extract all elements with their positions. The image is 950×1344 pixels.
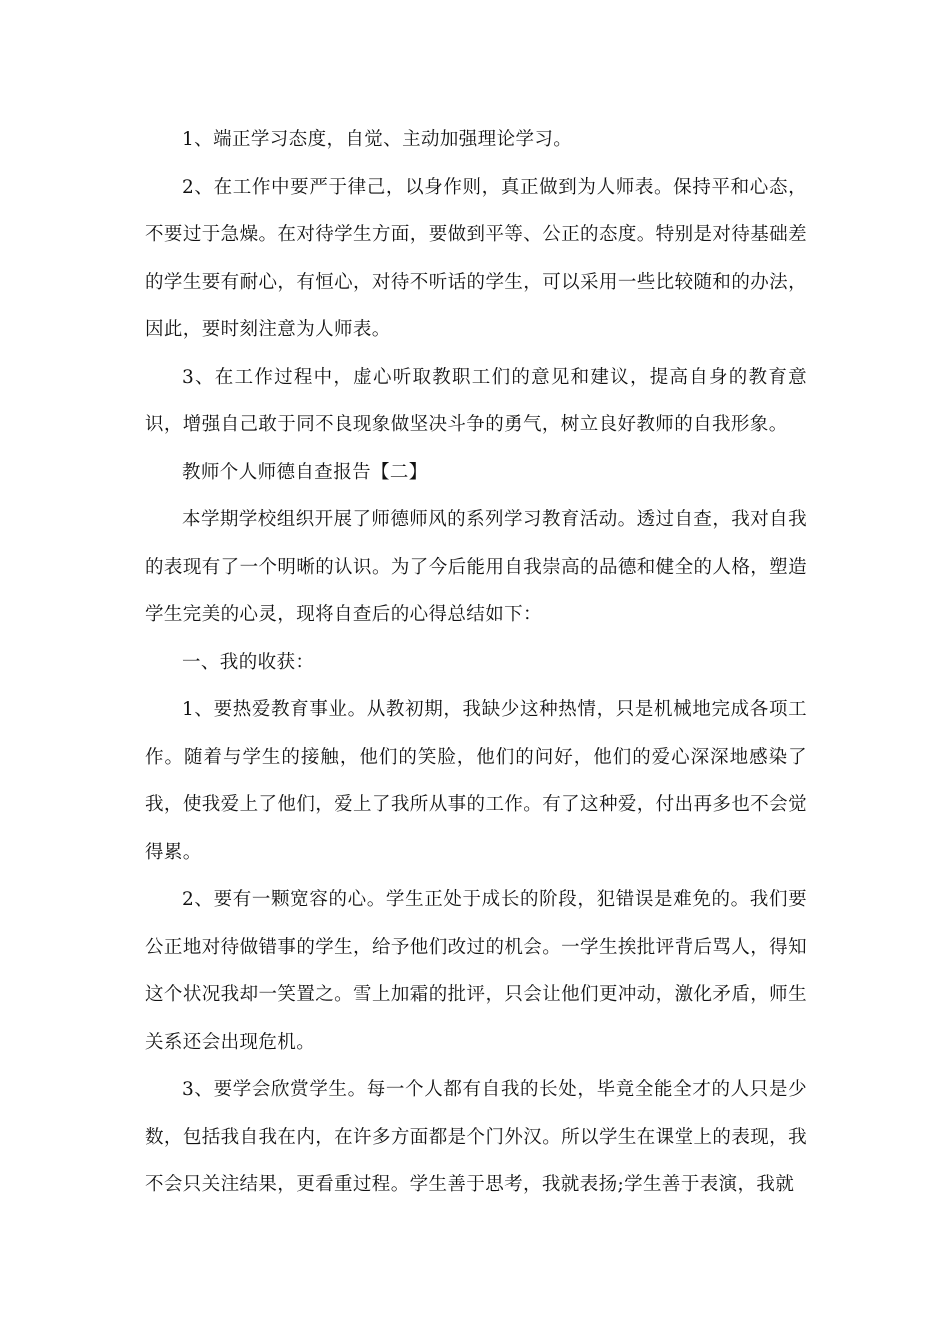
paragraph-point-3-listening: 3、在工作过程中，虚心听取教职工们的意见和建议，提高自身的教育意识，增强自己敢于同不良现象做坚决斗争的勇气，树立良好教师的自我形象。 <box>145 366 807 435</box>
paragraph-gain-2-tolerance: 2、要有一颗宽容的心。学生正处于成长的阶段，犯错误是难免的。我们要公正地对待做错事的学生，给予他们改过的机会。一学生挨批评背后骂人，得知这个状况我却一笑置之。雪上加霜的批评，只会让他们更冲动，激化矛盾，师生关系还会出现危机。 <box>145 889 807 1053</box>
section-heading-report-2: 教师个人师德自查报告【二】 <box>182 461 428 483</box>
paragraph-gain-3-appreciation: 3、要学会欣赏学生。每一个人都有自我的长处，毕竟全能全才的人只是少数，包括我自我在内，在许多方面都是个门外汉。所以学生在课堂上的表现，我不会只关注结果，更看重过程。学生善于思考，我就表扬;学生善于表演，我就 <box>145 1079 807 1195</box>
subheading-gains: 一、我的收获： <box>182 651 315 673</box>
document-body <box>145 116 807 1209</box>
paragraph-point-2-discipline: 2、在工作中要严于律己，以身作则，真正做到为人师表。保持平和心态，不要过于急燥。在对待学生方面，要做到平等、公正的态度。特别是对待基础差的学生要有耐心，有恒心，对待不听话的学生，可以采用一些比较随和的办法，因此，要时刻注意为人师表。 <box>145 176 807 340</box>
paragraph-point-1-attitude: 1、端正学习态度，自觉、主动加强理论学习。 <box>182 129 573 150</box>
paragraph-intro: 本学期学校组织开展了师德师风的系列学习教育活动。透过自查，我对自我的表现有了一个明晰的认识。为了今后能用自我崇高的品德和健全的人格，塑造学生完美的心灵，现将自查后的心得总结如下： <box>145 509 807 625</box>
paragraph-gain-1-love-education: 1、要热爱教育事业。从教初期，我缺少这种热情，只是机械地完成各项工作。随着与学生的接触，他们的笑脸，他们的问好，他们的爱心深深地感染了我，使我爱上了他们，爱上了我所从事的工作。有了这种爱，付出再多也不会觉得累。 <box>145 699 807 863</box>
